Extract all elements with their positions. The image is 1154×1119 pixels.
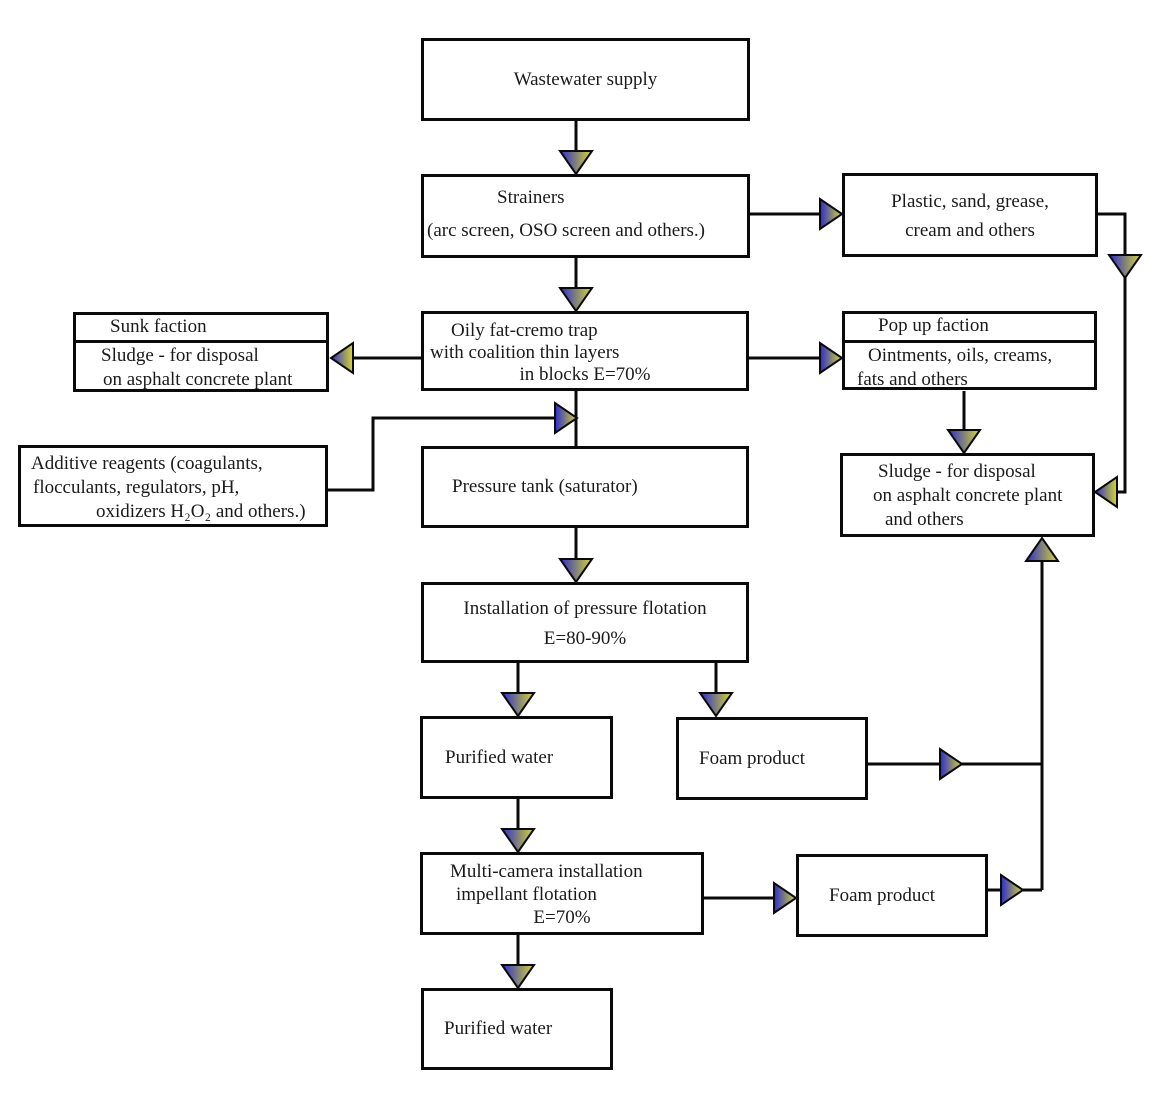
box-sunk-faction-header: Sunk faction — [76, 315, 326, 343]
box-popup-faction — [842, 311, 1097, 390]
box-pressure-flotation — [421, 582, 749, 663]
box-multicamera-line: impellant flotation — [456, 884, 597, 905]
arrowhead-down-into-sludge-disposal-top — [948, 430, 980, 453]
box-popup-faction-header: Pop up faction — [845, 314, 1094, 343]
box-sunk-faction-body — [76, 343, 326, 392]
box-sunk-faction-line: on asphalt concrete plant — [103, 369, 293, 390]
arrowhead-down-into-purified-water-1 — [502, 693, 534, 716]
box-additive-reagents-line: oxidizers H₂O₂ and others.) — [96, 501, 306, 522]
box-strainers — [421, 174, 750, 258]
box-popup-faction-line: Ointments, oils, creams, — [868, 345, 1053, 366]
box-pressure-tank-label: Pressure tank (saturator) — [452, 476, 638, 497]
box-purified-water-1 — [420, 716, 613, 799]
arrowhead-right-into-foam-product-2 — [774, 883, 796, 913]
box-wastewater-supply — [421, 38, 750, 121]
box-pressure-tank — [421, 446, 749, 528]
arrowhead-right-into-plastic — [820, 199, 842, 229]
box-strainers-line: Strainers — [497, 187, 565, 208]
arrowhead-right-additive-reagents — [555, 403, 577, 433]
box-multicamera-flotation — [420, 852, 704, 935]
box-oily-fat-cremo-trap — [421, 311, 749, 391]
box-plastic-line: Plastic, sand, grease, — [891, 191, 1049, 212]
arrowhead-right-into-popup-faction — [820, 343, 842, 373]
box-plastic-sand-grease — [842, 173, 1098, 257]
box-oily-trap-line: in blocks E=70% — [519, 364, 651, 385]
arrowhead-down-on-right-drop-line — [1109, 255, 1141, 278]
arrowhead-up-into-sludge-disposal-bottom — [1026, 538, 1058, 561]
box-additive-reagents — [18, 445, 328, 527]
box-sludge-disposal-others — [840, 453, 1095, 537]
box-additive-reagents-line: Additive reagents (coagulants, — [31, 453, 263, 474]
box-foam-product-2-label: Foam product — [829, 884, 936, 906]
box-oily-trap-line: with coalition thin layers — [430, 342, 620, 363]
box-popup-faction-body — [845, 343, 1094, 392]
box-pressure-flotation-line: E=80-90% — [543, 628, 627, 649]
box-wastewater-supply-label: Wastewater supply — [513, 68, 658, 90]
arrowhead-down-into-oily-trap — [560, 288, 592, 311]
box-purified-water-2-label: Purified water — [444, 1018, 553, 1039]
box-additive-reagents-line: flocculants, regulators, pH, — [33, 477, 240, 498]
box-foam-product-1-label: Foam product — [699, 747, 806, 769]
box-purified-water-1-label: Purified water — [445, 746, 554, 768]
arrowhead-down-into-multicamera — [502, 829, 534, 852]
box-foam-product-2 — [796, 854, 988, 937]
arrowhead-right-on-foam-2-line — [1001, 875, 1023, 905]
box-sunk-faction-line: Sludge - for disposal — [101, 345, 259, 366]
arrowhead-right-on-foam-1-line — [940, 749, 962, 779]
box-oily-trap-line: Oily fat-cremo trap — [451, 320, 598, 341]
arrowhead-down-into-purified-water-2 — [502, 965, 534, 988]
box-sludge-disposal-line: Sludge - for disposal — [878, 461, 1036, 482]
box-multicamera-line: E=70% — [533, 907, 591, 928]
box-multicamera-line: Multi-camera installation — [450, 861, 643, 882]
box-purified-water-2 — [421, 988, 613, 1070]
arrowhead-down-into-strainers — [560, 151, 592, 174]
arrowhead-down-into-foam-product-1 — [700, 693, 732, 716]
box-strainers-line: (arc screen, OSO screen and others.) — [427, 220, 706, 241]
arrowhead-down-into-flotation — [560, 559, 592, 582]
box-sludge-disposal-line: and others — [885, 509, 964, 530]
box-popup-faction-line: fats and others — [857, 369, 968, 390]
box-plastic-line: cream and others — [905, 220, 1035, 241]
arrowhead-left-into-sunk-faction — [331, 343, 353, 373]
arrowhead-left-into-sludge-disposal-right — [1095, 477, 1117, 507]
box-pressure-flotation-line: Installation of pressure flotation — [463, 598, 707, 619]
box-sunk-faction — [73, 312, 329, 392]
box-foam-product-1 — [676, 717, 868, 800]
box-sludge-disposal-line: on asphalt concrete plant — [873, 485, 1063, 506]
